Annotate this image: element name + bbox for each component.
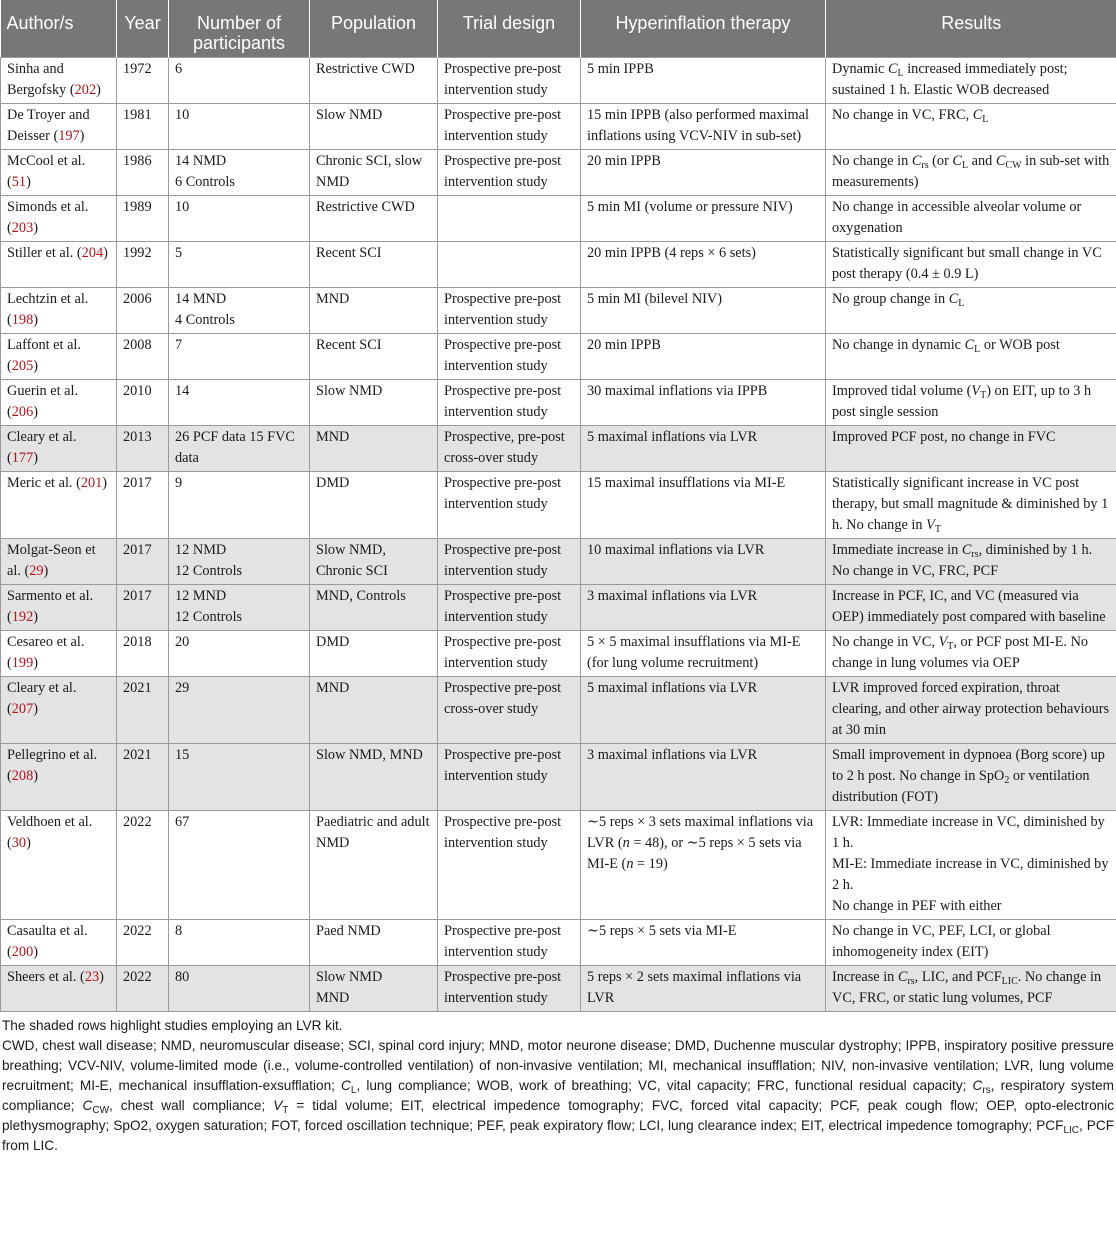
trial-design-cell: Prospective pre-post intervention study xyxy=(438,744,581,811)
therapy-cell: 20 min IPPB (4 reps × 6 sets) xyxy=(581,242,826,288)
trial-design-cell: Prospective pre-post intervention study xyxy=(438,920,581,966)
table-row xyxy=(1,585,1116,631)
reference-link[interactable]: 206 xyxy=(11,404,34,420)
trial-design-cell xyxy=(438,242,581,288)
reference-link[interactable]: 30 xyxy=(11,835,27,851)
results-cell: No change in $C_{rs}$ (or $C_L$ and $C_{CW}$ in sub-set with measurements) xyxy=(826,150,1116,196)
results-cell: No group change in $C_L$ xyxy=(826,288,1116,334)
author-cell: Cesareo et al. (199) xyxy=(1,631,117,677)
participants-cell: 29 xyxy=(169,677,310,744)
table-row xyxy=(1,334,1116,380)
reference-link[interactable]: 201 xyxy=(80,475,103,491)
reference-link[interactable]: 192 xyxy=(11,609,34,625)
population-cell: Chronic SCI, slow NMD xyxy=(310,150,438,196)
therapy-cell: 5 maximal inflations via LVR xyxy=(581,426,826,472)
population-cell: Recent SCI xyxy=(310,334,438,380)
population-cell: MND xyxy=(310,677,438,744)
reference-link[interactable]: 198 xyxy=(11,312,34,328)
author-cell: Sinha and Bergofsky (202) xyxy=(1,58,117,104)
year-cell: 2017 xyxy=(117,472,169,539)
population-cell: MND xyxy=(310,426,438,472)
therapy-cell: ∼5 reps × 5 sets via MI-E xyxy=(581,920,826,966)
results-cell: No change in accessible alveolar volume or oxygenation xyxy=(826,196,1116,242)
table-row xyxy=(1,426,1116,472)
therapy-cell: 5 reps × 2 sets maximal inflations via LVR xyxy=(581,966,826,1012)
reference-link[interactable]: 204 xyxy=(81,245,104,261)
header-year: Year xyxy=(117,0,169,58)
author-cell: Pellegrino et al. (208) xyxy=(1,744,117,811)
results-cell: Improved PCF post, no change in FVC xyxy=(826,426,1116,472)
reference-link[interactable]: 23 xyxy=(84,969,100,985)
year-cell: 2006 xyxy=(117,288,169,334)
header-results: Results xyxy=(826,0,1116,58)
population-cell: DMD xyxy=(310,631,438,677)
table-row xyxy=(1,631,1116,677)
table-row xyxy=(1,242,1116,288)
participants-cell: 5 xyxy=(169,242,310,288)
therapy-cell: 15 min IPPB (also performed maximal inflations using VCV-NIV in sub-set) xyxy=(581,104,826,150)
results-cell: No change in dynamic $C_L$ or WOB post xyxy=(826,334,1116,380)
therapy-cell: 3 maximal inflations via LVR xyxy=(581,744,826,811)
trial-design-cell: Prospective pre-post intervention study xyxy=(438,58,581,104)
trial-design-cell: Prospective, pre-post cross-over study xyxy=(438,426,581,472)
year-cell: 2022 xyxy=(117,811,169,920)
header-therapy: Hyperinflation therapy xyxy=(581,0,826,58)
year-cell: 2008 xyxy=(117,334,169,380)
reference-link[interactable]: 200 xyxy=(11,944,34,960)
table-body xyxy=(1,58,1116,1012)
header-participants: Number of participants xyxy=(169,0,310,58)
trial-design-cell: Prospective pre-post intervention study xyxy=(438,631,581,677)
population-cell: Slow NMD, Chronic SCI xyxy=(310,539,438,585)
population-cell: Slow NMD, MND xyxy=(310,744,438,811)
therapy-cell: 3 maximal inflations via LVR xyxy=(581,585,826,631)
trial-design-cell: Prospective pre-post intervention study xyxy=(438,966,581,1012)
author-cell: Molgat-Seon et al. (29) xyxy=(1,539,117,585)
participants-cell: 10 xyxy=(169,104,310,150)
trial-design-cell: Prospective pre-post intervention study xyxy=(438,811,581,920)
author-cell: Veldhoen et al. (30) xyxy=(1,811,117,920)
participants-cell: 14 MND 4 Controls xyxy=(169,288,310,334)
author-cell: Simonds et al. (203) xyxy=(1,196,117,242)
table-row xyxy=(1,104,1116,150)
participants-cell: 6 xyxy=(169,58,310,104)
therapy-cell: 20 min IPPB xyxy=(581,334,826,380)
year-cell: 1992 xyxy=(117,242,169,288)
table-footnotes xyxy=(0,1012,1116,1156)
trial-design-cell: Prospective pre-post intervention study xyxy=(438,585,581,631)
year-cell: 2022 xyxy=(117,920,169,966)
author-cell: De Troyer and Deisser (197) xyxy=(1,104,117,150)
results-cell: Increase in $C_{rs}$, LIC, and $PCF_{LIC}$. No change in VC, FRC, or static lung volumes, PCF xyxy=(826,966,1116,1012)
reference-link[interactable]: 205 xyxy=(11,358,34,374)
header-population: Population xyxy=(310,0,438,58)
table-row xyxy=(1,288,1116,334)
therapy-cell: 5 min IPPB xyxy=(581,58,826,104)
table-row xyxy=(1,920,1116,966)
table-row xyxy=(1,811,1116,920)
results-cell: Statistically significant but small change in VC post therapy (0.4 ± 0.9 L) xyxy=(826,242,1116,288)
author-cell: Cleary et al. (207) xyxy=(1,677,117,744)
participants-cell: 15 xyxy=(169,744,310,811)
year-cell: 2022 xyxy=(117,966,169,1012)
table-row xyxy=(1,380,1116,426)
therapy-cell: 10 maximal inflations via LVR xyxy=(581,539,826,585)
trial-design-cell xyxy=(438,196,581,242)
trial-design-cell: Prospective pre-post intervention study xyxy=(438,104,581,150)
author-cell: Sarmento et al. (192) xyxy=(1,585,117,631)
reference-link[interactable]: 202 xyxy=(74,82,97,98)
author-cell: Meric et al. (201) xyxy=(1,472,117,539)
therapy-cell: ∼5 reps × 3 sets maximal inflations via LVR (n = 48), or ∼5 reps × 5 sets via MI-E (n = 19) xyxy=(581,811,826,920)
population-cell: Slow NMD xyxy=(310,104,438,150)
table-row xyxy=(1,744,1116,811)
author-cell: Guerin et al. (206) xyxy=(1,380,117,426)
results-cell: Dynamic $C_L$ increased immediately post; sustained 1 h. Elastic WOB decreased xyxy=(826,58,1116,104)
table-row xyxy=(1,58,1116,104)
population-cell: Restrictive CWD xyxy=(310,58,438,104)
reference-link[interactable]: 207 xyxy=(11,701,34,717)
participants-cell: 67 xyxy=(169,811,310,920)
year-cell: 2017 xyxy=(117,585,169,631)
population-cell: Slow NMD xyxy=(310,380,438,426)
results-cell: No change in VC, $V_T$, or PCF post MI-E. No change in lung volumes via OEP xyxy=(826,631,1116,677)
reference-link[interactable]: 199 xyxy=(11,655,34,671)
year-cell: 2013 xyxy=(117,426,169,472)
participants-cell: 7 xyxy=(169,334,310,380)
trial-design-cell: Prospective pre-post intervention study xyxy=(438,472,581,539)
results-cell: No change in VC, PEF, LCI, or global inhomogeneity index (EIT) xyxy=(826,920,1116,966)
trial-design-cell: Prospective pre-post intervention study xyxy=(438,288,581,334)
trial-design-cell: Prospective pre-post intervention study xyxy=(438,334,581,380)
therapy-cell: 5 min MI (bilevel NIV) xyxy=(581,288,826,334)
year-cell: 1989 xyxy=(117,196,169,242)
population-cell: MND, Controls xyxy=(310,585,438,631)
participants-cell: 12 MND 12 Controls xyxy=(169,585,310,631)
population-cell: MND xyxy=(310,288,438,334)
abbreviations-note: CWD, chest wall disease; NMD, neuromuscular disease; SCI, spinal cord injury; MND, motor neurone disease; DMD, Duchenne muscular dystrophy; IPPB, inspiratory positive pressure breathing; VCV-NIV, volume-limited mode (i.e., volume-controlled ventilation) of non-invasive ventilation; MI, mechanical insufflation; NIV, non-invasive ventilation; LVR, lung volume recruitment; MI-E, mechanical insufflation-exsufflation; $C_L$, lung compliance; WOB, work of breathing; VC, vital capacity; FRC, functional residual capacity; $C_{rs}$, respiratory system compliance; $C_{CW}$, chest wall compliance; $V_T$ = tidal volume; EIT, electrical impedence tomography; FVC, forced vital capacity; PCF, peak cough flow; OEP, opto-electronic plethysmography; SpO2, oxygen saturation; FOT, forced oscillation technique; PEF, peak expiratory flow; LCI, lung clearance index; EIT, electrical impedence tomography; $PCF_{LIC}$, PCF from LIC. xyxy=(2,1038,1115,1153)
results-cell: Increase in PCF, IC, and VC (measured via OEP) immediately post compared with baseline xyxy=(826,585,1116,631)
therapy-cell: 5 × 5 maximal insufflations via MI-E (for lung volume recruitment) xyxy=(581,631,826,677)
population-cell: Restrictive CWD xyxy=(310,196,438,242)
results-cell: No change in VC, FRC, $C_L$ xyxy=(826,104,1116,150)
population-cell: Recent SCI xyxy=(310,242,438,288)
reference-link[interactable]: 197 xyxy=(58,128,80,144)
reference-link[interactable]: 51 xyxy=(11,174,27,190)
population-cell: Paediatric and adult NMD xyxy=(310,811,438,920)
population-cell: Paed NMD xyxy=(310,920,438,966)
table-row xyxy=(1,472,1116,539)
participants-cell: 12 NMD 12 Controls xyxy=(169,539,310,585)
participants-cell: 26 PCF data 15 FVC data xyxy=(169,426,310,472)
author-cell: Stiller et al. (204) xyxy=(1,242,117,288)
participants-cell: 14 NMD 6 Controls xyxy=(169,150,310,196)
table-header-row xyxy=(1,0,1116,58)
table-row xyxy=(1,539,1116,585)
participants-cell: 8 xyxy=(169,920,310,966)
therapy-cell: 5 min MI (volume or pressure NIV) xyxy=(581,196,826,242)
author-cell: McCool et al. (51) xyxy=(1,150,117,196)
results-cell: Statistically significant increase in VC post therapy, but small magnitude & diminished by 1 h. No change in $V_T$ xyxy=(826,472,1116,539)
author-cell: Lechtzin et al. (198) xyxy=(1,288,117,334)
results-cell: Improved tidal volume $(V_T)$ on EIT, up to 3 h post single session xyxy=(826,380,1116,426)
participants-cell: 80 xyxy=(169,966,310,1012)
therapy-cell: 20 min IPPB xyxy=(581,150,826,196)
author-cell: Casaulta et al. (200) xyxy=(1,920,117,966)
year-cell: 1972 xyxy=(117,58,169,104)
header-trial-design: Trial design xyxy=(438,0,581,58)
population-cell: Slow NMD MND xyxy=(310,966,438,1012)
results-cell: Immediate increase in $C_{rs}$, diminished by 1 h. No change in VC, FRC, PCF xyxy=(826,539,1116,585)
table-row xyxy=(1,196,1116,242)
reference-link[interactable]: 208 xyxy=(11,768,34,784)
reference-link[interactable]: 203 xyxy=(11,220,34,236)
participants-cell: 10 xyxy=(169,196,310,242)
year-cell: 2010 xyxy=(117,380,169,426)
reference-link[interactable]: 177 xyxy=(11,450,34,466)
reference-link[interactable]: 29 xyxy=(29,563,44,579)
table-row xyxy=(1,677,1116,744)
results-cell: LVR: Immediate increase in VC, diminished by 1 h. MI-E: Immediate increase in VC, diminished by 2 h. No change in PEF with either xyxy=(826,811,1116,920)
therapy-cell: 5 maximal inflations via LVR xyxy=(581,677,826,744)
population-cell: DMD xyxy=(310,472,438,539)
trial-design-cell: Prospective pre-post intervention study xyxy=(438,539,581,585)
results-cell: Small improvement in dypnoea (Borg score) up to 2 h post. No change in SpO$_2$ or ventilation distribution (FOT) xyxy=(826,744,1116,811)
header-author: Author/s xyxy=(1,0,117,58)
table-row xyxy=(1,966,1116,1012)
therapy-cell: 30 maximal inflations via IPPB xyxy=(581,380,826,426)
year-cell: 2021 xyxy=(117,677,169,744)
participants-cell: 14 xyxy=(169,380,310,426)
trial-design-cell: Prospective pre-post intervention study xyxy=(438,150,581,196)
year-cell: 1981 xyxy=(117,104,169,150)
author-cell: Cleary et al. (177) xyxy=(1,426,117,472)
author-cell: Sheers et al. (23) xyxy=(1,966,117,1012)
participants-cell: 9 xyxy=(169,472,310,539)
author-cell: Laffont et al. (205) xyxy=(1,334,117,380)
therapy-cell: 15 maximal insufflations via MI-E xyxy=(581,472,826,539)
results-cell: LVR improved forced expiration, throat clearing, and other airway protection behaviours at 30 min xyxy=(826,677,1116,744)
shading-note: The shaded rows highlight studies employing an LVR kit. xyxy=(2,1018,343,1033)
participants-cell: 20 xyxy=(169,631,310,677)
trial-design-cell: Prospective pre-post intervention study xyxy=(438,380,581,426)
year-cell: 1986 xyxy=(117,150,169,196)
year-cell: 2018 xyxy=(117,631,169,677)
trial-design-cell: Prospective pre-post cross-over study xyxy=(438,677,581,744)
year-cell: 2021 xyxy=(117,744,169,811)
year-cell: 2017 xyxy=(117,539,169,585)
table-row xyxy=(1,150,1116,196)
